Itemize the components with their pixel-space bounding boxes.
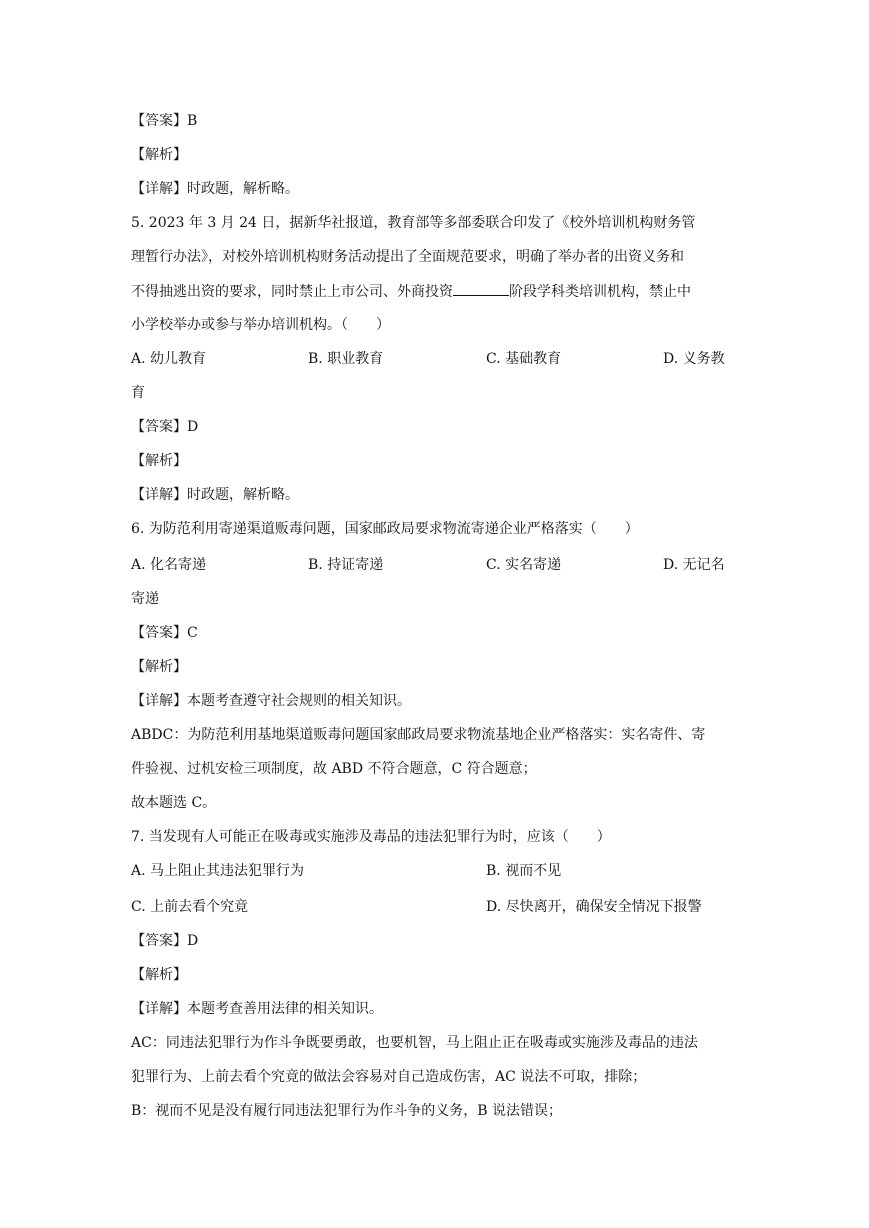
q6-option-b: B. 持证寄递 [308,557,384,573]
q5-option-c: C. 基础教育 [486,351,562,367]
q7-option-b: B. 视而不见 [486,863,562,879]
q5-option-b: B. 职业教育 [308,351,384,367]
q7-explanation-line3: B：视而不见是没有履行同违法犯罪行为作斗争的义务，B 说法错误； [131,1103,563,1119]
q5-option-d-wrap: 育 [131,385,145,401]
q6-detail: 【详解】本题考查遵守社会规则的相关知识。 [131,693,411,709]
q6-explanation-line2: 件验视、过机安检三项制度，故 ABD 不符合题意，C 符合题意； [131,761,537,777]
q7-analysis: 【解析】 [131,967,187,983]
q6-option-d: D. 无记名 [663,557,725,573]
q5-option-a: A. 幼儿教育 [131,351,207,367]
q7-explanation-line1: AC：同违法犯罪行为作斗争既要勇敢，也要机智，马上阻止正在吸毒或实施涉及毒品的违法 [131,1035,698,1051]
q6-answer: 【答案】C [131,625,198,641]
q7-explanation-line2: 犯罪行为、上前去看个究竟的做法会容易对自己造成伤害，AC 说法不可取，排除； [131,1069,647,1085]
q6-analysis: 【解析】 [131,659,187,675]
q6-explanation-line1: ABDC：为防范利用基地渠道贩毒问题国家邮政局要求物流基地企业严格落实：实名寄件、寄 [131,727,706,743]
q5-stem-line1: 5. 2023 年 3 月 24 日，据新华社报道，教育部等多部委联合印发了《校外培训机构财务管 [131,215,696,231]
q5-analysis: 【解析】 [131,453,187,469]
q7-answer: 【答案】D [131,933,199,949]
q5-stem-line3-part2: 阶段学科类培训机构，禁止中 [509,284,691,300]
answer-label: 【答案】B [131,113,198,129]
q6-option-c: C. 实名寄递 [486,557,562,573]
fill-blank [453,281,509,296]
q7-option-d: D. 尽快离开，确保安全情况下报警 [486,899,702,915]
q5-option-d: D. 义务教 [663,351,725,367]
q6-option-d-wrap: 寄递 [131,591,159,607]
q7-option-c: C. 上前去看个究竟 [131,899,249,915]
q7-stem: 7. 当发现有人可能正在吸毒或实施涉及毒品的违法犯罪行为时，应该（ ） [131,829,611,845]
detail-text: 【详解】时政题，解析略。 [131,181,299,197]
q5-stem-line2: 理暂行办法》，对校外培训机构财务活动提出了全面规范要求，明确了举办者的出资义务和 [131,249,684,265]
q5-stem-line3 [131,281,691,302]
q5-stem-line4: 小学校举办或参与举办培训机构。（ ） [131,317,390,333]
q7-detail: 【详解】本题考查善用法律的相关知识。 [131,1001,383,1017]
analysis-label: 【解析】 [131,147,187,163]
q5-answer: 【答案】D [131,419,199,435]
q6-option-a: A. 化名寄递 [131,557,207,573]
q5-detail: 【详解】时政题，解析略。 [131,487,299,503]
q5-stem-line3-part1: 不得抽逃出资的要求，同时禁止上市公司、外商投资 [131,284,453,300]
q6-conclusion: 故本题选 C。 [131,795,217,811]
q7-option-a: A. 马上阻止其违法犯罪行为 [131,863,305,879]
q6-stem: 6. 为防范利用寄递渠道贩毒问题，国家邮政局要求物流寄递企业严格落实（ ） [131,521,639,537]
